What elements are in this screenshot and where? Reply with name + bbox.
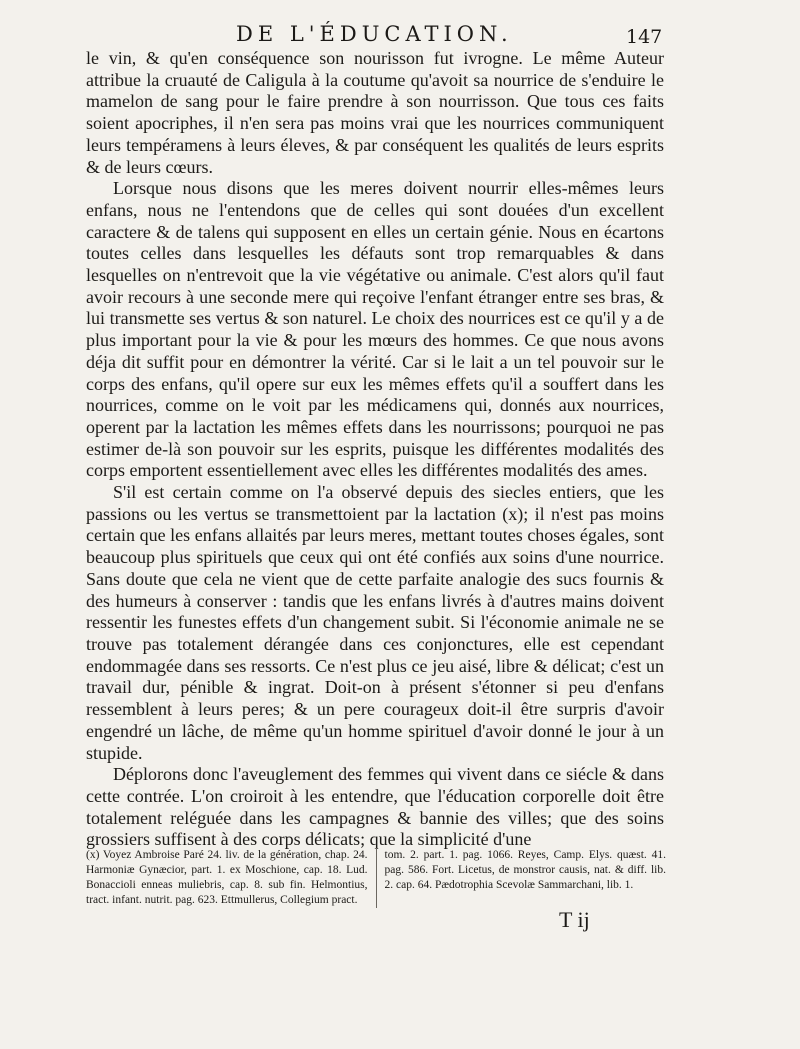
paragraph-1: le vin, & qu'en conséquence son nourisson fut ivrogne. Le même Auteur attribue la cruauté de Caligula à la coutume qu'avoit sa nourrice de s'enduire le mamelon de sang pour le faire prendre à son nourrisson. Que tous ces faits soient apocriphes, il n'en sera pas moins vrai que les nourrices communiquent leurs tempéramens à leurs éleves, & par conséquent les qualités de leurs esprits & de leurs cœurs. bbox=[86, 48, 664, 177]
signature-mark: T ij bbox=[559, 907, 590, 932]
paragraph-2: Lorsque nous disons que les meres doivent nourrir elles-mêmes leurs enfans, nous ne l'entendons que de celles qui sont douées d'un excellent caractere & de talens qui supposent en elles un certain génie. Nous en écartons toutes celles dans lesquelles les défauts sont trop remarquables & dans lesquelles on n'entrevoit que la vie végétative ou animale. C'est alors qu'il faut avoir recours à une seconde mere qui reçoive l'enfant étranger entre ses bras, & lui transmette ses vertus & son naturel. Le choix des nourrices est ce qu'il y a de plus important pour la vie & pour les mœurs des hommes. Ce que nous avons déja dit suffit pour en démontrer la vérité. Car si le lait a un tel pouvoir sur le corps des enfans, qu'il opere sur eux les mêmes effets qu'il a souffert dans les nourrices, comme on le voit par les médicamens qui, donnés aux nourrices, operent par la lactation les mêmes effets dans les nourrissons; pourquoi ne pas estimer de-là son pouvoir sur les esprits, puisque les différentes modalités des corps emportent essentiellement avec elles les différentes modalités des ames. bbox=[86, 178, 664, 481]
footnotes bbox=[86, 848, 666, 908]
paragraph-4: Déplorons donc l'aveuglement des femmes qui vivent dans ce siécle & dans cette contrée. L'on croiroit à les entendre, que l'éducation corporelle doit être totalement reléguée dans les campagnes & bannie des villes; que des soins grossiers suffisent à des corps délicats; que la simplicité d'une bbox=[86, 764, 664, 850]
paragraph-3: S'il est certain comme on l'a observé depuis des siecles entiers, que les passions ou les vertus se transmettoient par la lactation (x); il n'est pas moins certain que les enfans allaités par leurs meres, mettant toutes choses égales, sont beaucoup plus spirituels que ceux qui ont été confiés aux soins d'une nourrice. Sans doute que cela ne vient que de cette parfaite analogie des sucs fournis & des humeurs à conserver : tandis que les enfans livrés à d'autres mains doivent ressentir les funestes effets d'un changement subit. Si l'économie animale ne se trouve pas totalement dérangée dans ces conjonctures, elle est cependant endommagée dans ses ressorts. Ce n'est plus ce jeu aisé, libre & délicat; c'est un travail dur, pénible & ingrat. Doit-on à présent s'étonner si peu d'enfans ressemblent à leurs peres; & un pere courageux doit-il être surpris d'avoir engendré un lâche, de même qu'un homme spirituel d'avoir donné le jour à un stupide. bbox=[86, 482, 664, 763]
footnote-left-column: (x) Voyez Ambroise Paré 24. liv. de la génération, chap. 24. Harmoniæ Gynæcior, part. 1. ex Moschione, cap. 18. Lud. Bonaccioli enneas muliebris, cap. 8. sub fin. Helmontius, tract. infant. nutrit. pag. 623. Ettmullerus, Collegium pract. bbox=[86, 848, 377, 908]
body-text bbox=[86, 48, 664, 851]
page-number: 147 bbox=[626, 26, 663, 48]
footnote-right-column: tom. 2. part. 1. pag. 1066. Reyes, Camp. Elys. quæst. 41. pag. 586. Fort. Licetus, de monstror causis, nat. & diff. lib. 2. cap. 64. Pædotrophia Scevolæ Sammarchani, lib. 1. bbox=[384, 849, 666, 891]
running-title: DE L'ÉDUCATION. bbox=[236, 22, 513, 46]
